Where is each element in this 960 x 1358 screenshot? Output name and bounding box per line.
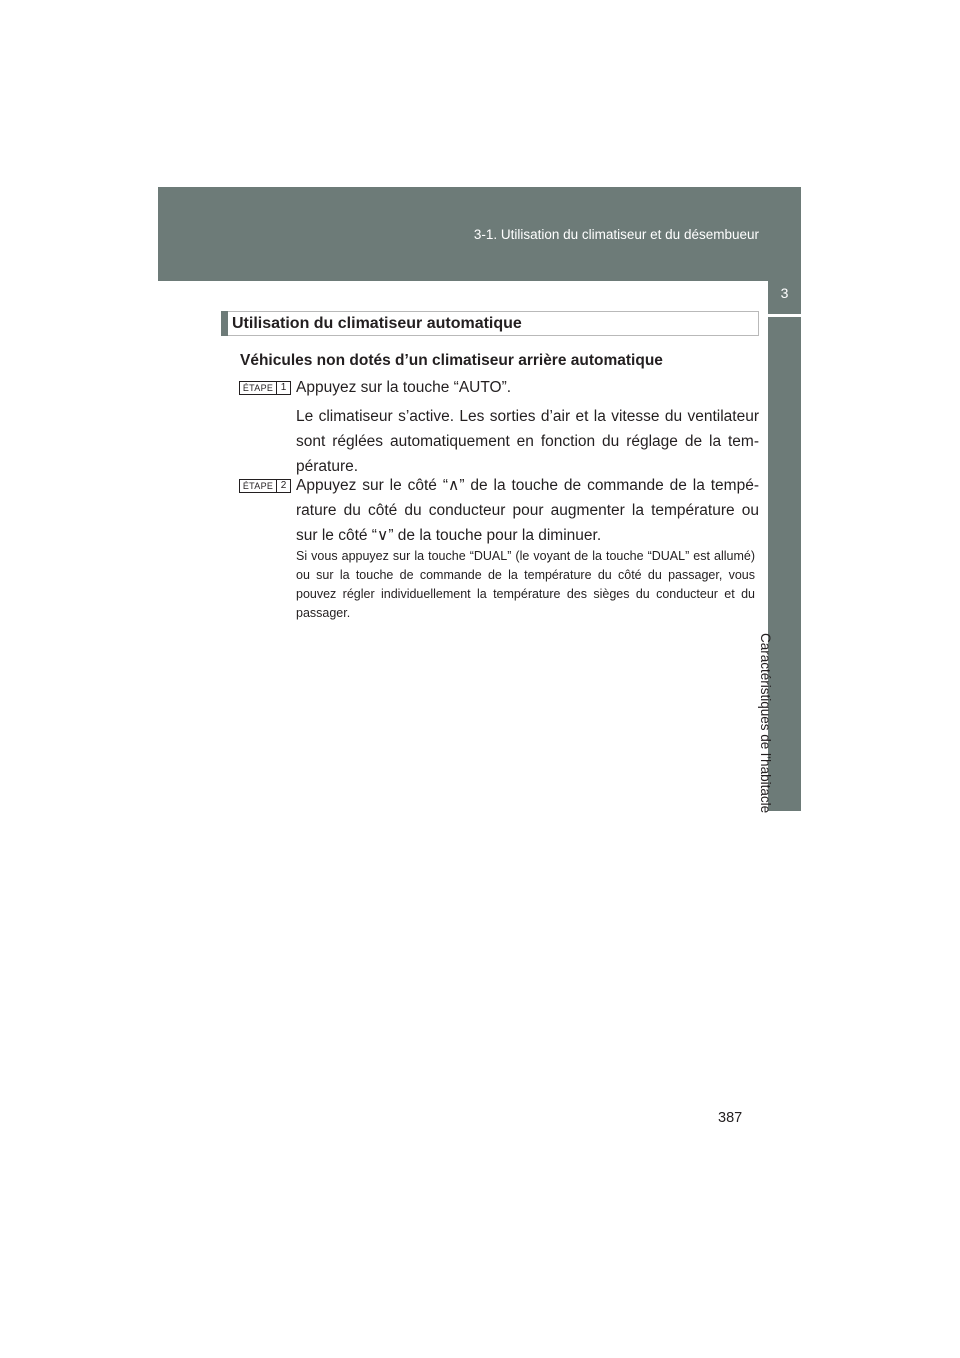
chapter-side-tab	[758, 281, 801, 814]
section-heading-box	[222, 311, 759, 336]
step-2-note: Si vous appuyez sur la touche “DUAL” (le voyant de la touche “DUAL” est allumé) ou sur la touche de commande de la température du côté du passager, vous pouvez régler individuellement la température des sièges du conducteur et du passager.	[296, 549, 755, 620]
step-1-instruction: Appuyez sur la touche “AUTO”.	[296, 379, 512, 396]
step-2-badge-number: 2	[280, 480, 287, 491]
page-number: 387	[718, 1110, 743, 1126]
step-2-badge-word: ÉTAPE	[240, 480, 277, 492]
step-1-badge	[239, 381, 291, 395]
step-2-instruction: Appuyez sur le côté “∧” de la touche de commande de la tempé- rature du côté du conducteur pour augmenter la température ou sur le côté “∨” de la touche pour la diminuer.	[296, 477, 759, 544]
step-2-badge	[239, 479, 291, 493]
chapter-title: Caractéristiques de l’habitacle	[758, 633, 773, 814]
chapter-number: 3	[780, 285, 789, 301]
section-title: Utilisation du climatiseur automatique	[232, 315, 522, 332]
step-1-badge-word: ÉTAPE	[240, 382, 277, 394]
step-1-badge-number: 1	[280, 382, 287, 393]
header-band	[158, 187, 801, 281]
step-1-detail: Le climatiseur s’active. Les sorties d’air et la vitesse du ventilateur sont réglées automatiquement en fonction du réglage de la tem- pérature.	[296, 408, 759, 475]
chapter-tab-divider	[768, 314, 801, 317]
section-subheading: Véhicules non dotés d’un climatiseur arrière automatique	[240, 352, 663, 369]
section-heading-accent	[221, 311, 228, 336]
breadcrumb: 3-1. Utilisation du climatiseur et du désembueur	[473, 227, 759, 242]
